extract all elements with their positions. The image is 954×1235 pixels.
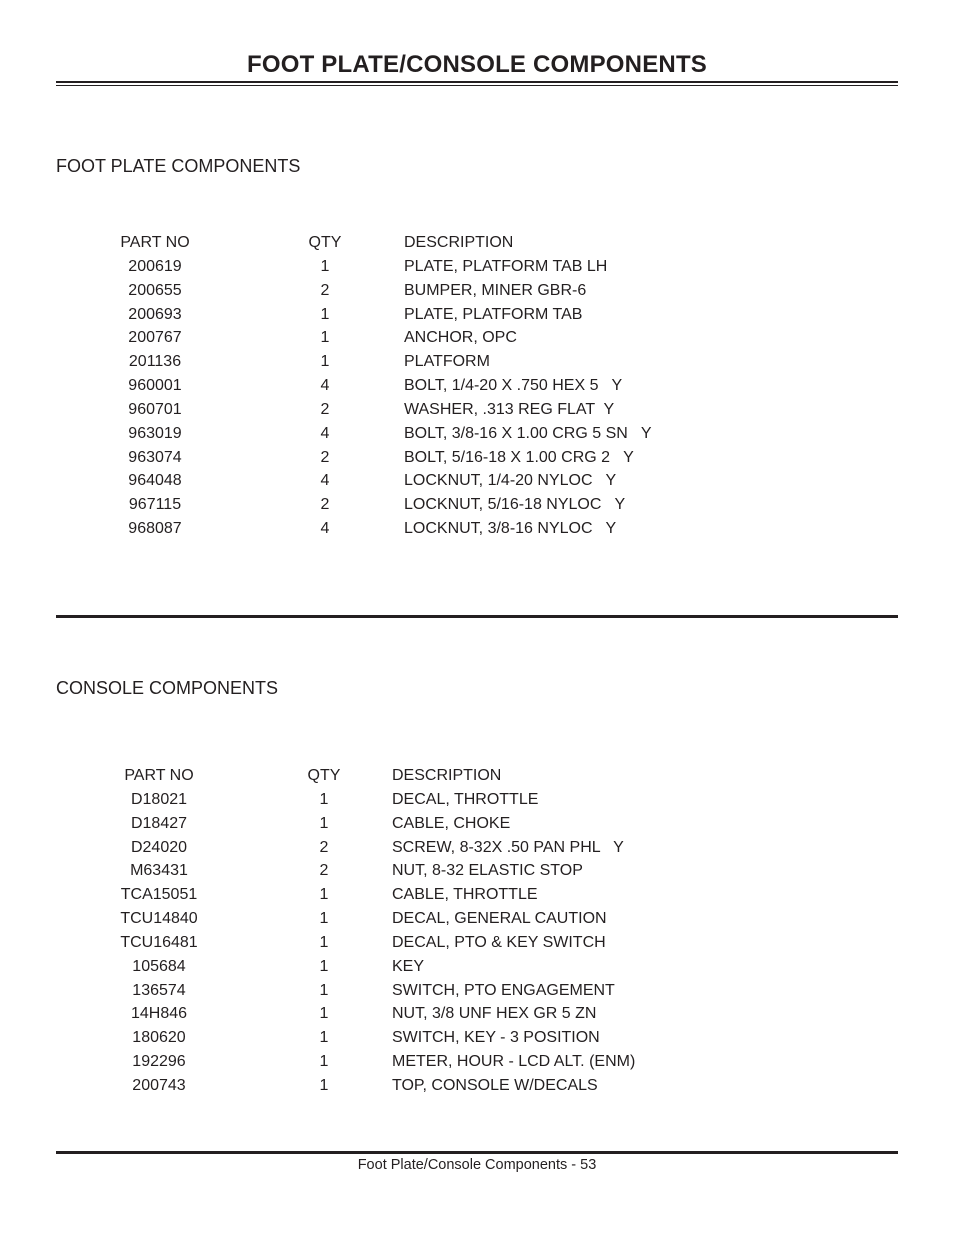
quantity: 1 — [320, 257, 330, 275]
description: BOLT, 5/16-18 X 1.00 CRG 2 Y — [404, 448, 634, 466]
table-header-row — [0, 764, 954, 788]
part-number: D18021 — [130, 790, 188, 808]
quantity: 1 — [319, 910, 329, 928]
quantity: 2 — [320, 281, 330, 299]
table-row — [0, 907, 954, 931]
quantity: 4 — [320, 472, 330, 490]
quantity: 4 — [320, 520, 330, 538]
quantity: 1 — [319, 814, 329, 832]
table-row — [0, 255, 954, 279]
quantity: 1 — [319, 886, 329, 904]
table-row — [0, 469, 954, 493]
quantity: 1 — [319, 933, 329, 951]
table-row — [0, 326, 954, 350]
description: PLATE, PLATFORM TAB LH — [404, 257, 608, 275]
table-row — [0, 931, 954, 955]
table-row — [0, 1026, 954, 1050]
part-number: 960701 — [128, 400, 182, 418]
part-number: 200655 — [128, 281, 182, 299]
page-footer: Foot Plate/Console Components - 53 — [357, 1157, 597, 1173]
description: SWITCH, KEY - 3 POSITION — [392, 1029, 600, 1047]
description: KEY — [392, 957, 425, 975]
quantity: 1 — [319, 957, 329, 975]
table-row — [0, 398, 954, 422]
description-header: DESCRIPTION — [392, 767, 502, 784]
description: METER, HOUR - LCD ALT. (ENM) — [392, 1053, 636, 1071]
section-divider — [56, 615, 898, 618]
quantity: 2 — [320, 400, 330, 418]
table-row — [0, 374, 954, 398]
part-number: TCU14840 — [120, 910, 198, 928]
description: LOCKNUT, 1/4-20 NYLOC Y — [404, 472, 617, 490]
table-row — [0, 350, 954, 374]
quantity: 1 — [320, 353, 330, 371]
console-parts-table — [0, 764, 954, 1098]
console-section-title: CONSOLE COMPONENTS — [56, 678, 279, 698]
title-divider — [56, 81, 898, 83]
part-number: TCU16481 — [120, 933, 198, 951]
quantity: 1 — [319, 981, 329, 999]
quantity: 2 — [319, 862, 329, 880]
part-no-header: PART NO — [124, 767, 194, 784]
table-row — [0, 279, 954, 303]
part-number: 192296 — [132, 1053, 186, 1071]
description: NUT, 3/8 UNF HEX GR 5 ZN — [392, 1005, 597, 1023]
description: DECAL, GENERAL CAUTION — [392, 910, 607, 928]
description: BOLT, 3/8-16 X 1.00 CRG 5 SN Y — [404, 424, 652, 442]
page-title: FOOT PLATE/CONSOLE COMPONENTS — [246, 51, 708, 78]
description: SCREW, 8-32X .50 PAN PHL Y — [392, 838, 624, 856]
part-number: 200619 — [128, 257, 182, 275]
quantity: 1 — [319, 790, 329, 808]
part-number: 963074 — [128, 448, 182, 466]
table-row — [0, 493, 954, 517]
table-row — [0, 303, 954, 327]
description-header: DESCRIPTION — [404, 234, 514, 251]
part-number: TCA15051 — [120, 886, 198, 904]
description: CABLE, CHOKE — [392, 814, 511, 832]
description: BOLT, 1/4-20 X .750 HEX 5 Y — [404, 377, 623, 395]
description: CABLE, THROTTLE — [392, 886, 538, 904]
quantity: 2 — [320, 496, 330, 514]
quantity: 4 — [320, 377, 330, 395]
description: PLATFORM — [404, 353, 490, 371]
table-row — [0, 1002, 954, 1026]
description: ANCHOR, OPC — [404, 329, 517, 347]
part-number: 14H846 — [130, 1005, 188, 1023]
quantity: 1 — [320, 305, 330, 323]
description: DECAL, PTO & KEY SWITCH — [392, 933, 606, 951]
quantity: 1 — [319, 1053, 329, 1071]
table-row — [0, 1050, 954, 1074]
table-row — [0, 422, 954, 446]
quantity: 1 — [319, 1076, 329, 1094]
part-number: 200693 — [128, 305, 182, 323]
qty-header: QTY — [307, 767, 341, 784]
quantity: 1 — [319, 1029, 329, 1047]
part-number: 180620 — [132, 1029, 186, 1047]
quantity: 1 — [319, 1005, 329, 1023]
quantity: 4 — [320, 424, 330, 442]
part-number: 960001 — [128, 377, 182, 395]
table-header-row — [0, 231, 954, 255]
part-number: 105684 — [132, 957, 186, 975]
table-row — [0, 788, 954, 812]
description: LOCKNUT, 5/16-18 NYLOC Y — [404, 496, 626, 514]
table-row — [0, 446, 954, 470]
footer-divider — [56, 1151, 898, 1154]
part-number: 136574 — [132, 981, 186, 999]
quantity: 2 — [320, 448, 330, 466]
part-number: 200743 — [132, 1076, 186, 1094]
part-number: 963019 — [128, 424, 182, 442]
title-divider-thin — [56, 85, 898, 86]
qty-header: QTY — [308, 234, 342, 251]
part-number: 964048 — [128, 472, 182, 490]
description: WASHER, .313 REG FLAT Y — [404, 400, 615, 418]
table-row — [0, 1074, 954, 1098]
description: DECAL, THROTTLE — [392, 790, 539, 808]
part-number: D18427 — [130, 814, 188, 832]
part-number: D24020 — [130, 838, 188, 856]
table-row — [0, 859, 954, 883]
table-row — [0, 517, 954, 541]
description: BUMPER, MINER GBR-6 — [404, 281, 587, 299]
quantity: 1 — [320, 329, 330, 347]
table-row — [0, 955, 954, 979]
quantity: 2 — [319, 838, 329, 856]
description: LOCKNUT, 3/8-16 NYLOC Y — [404, 520, 617, 538]
part-number: M63431 — [130, 862, 188, 880]
part-no-header: PART NO — [120, 234, 190, 251]
table-row — [0, 812, 954, 836]
part-number: 200767 — [128, 329, 182, 347]
part-number: 968087 — [128, 520, 182, 538]
table-row — [0, 883, 954, 907]
foot-plate-parts-table — [0, 231, 954, 541]
description: PLATE, PLATFORM TAB — [404, 305, 583, 323]
table-row — [0, 979, 954, 1003]
description: TOP, CONSOLE W/DECALS — [392, 1076, 598, 1094]
part-number: 967115 — [128, 496, 182, 514]
part-number: 201136 — [128, 353, 182, 371]
foot-plate-section-title: FOOT PLATE COMPONENTS — [56, 156, 301, 176]
table-row — [0, 836, 954, 860]
description: NUT, 8-32 ELASTIC STOP — [392, 862, 583, 880]
description: SWITCH, PTO ENGAGEMENT — [392, 981, 615, 999]
